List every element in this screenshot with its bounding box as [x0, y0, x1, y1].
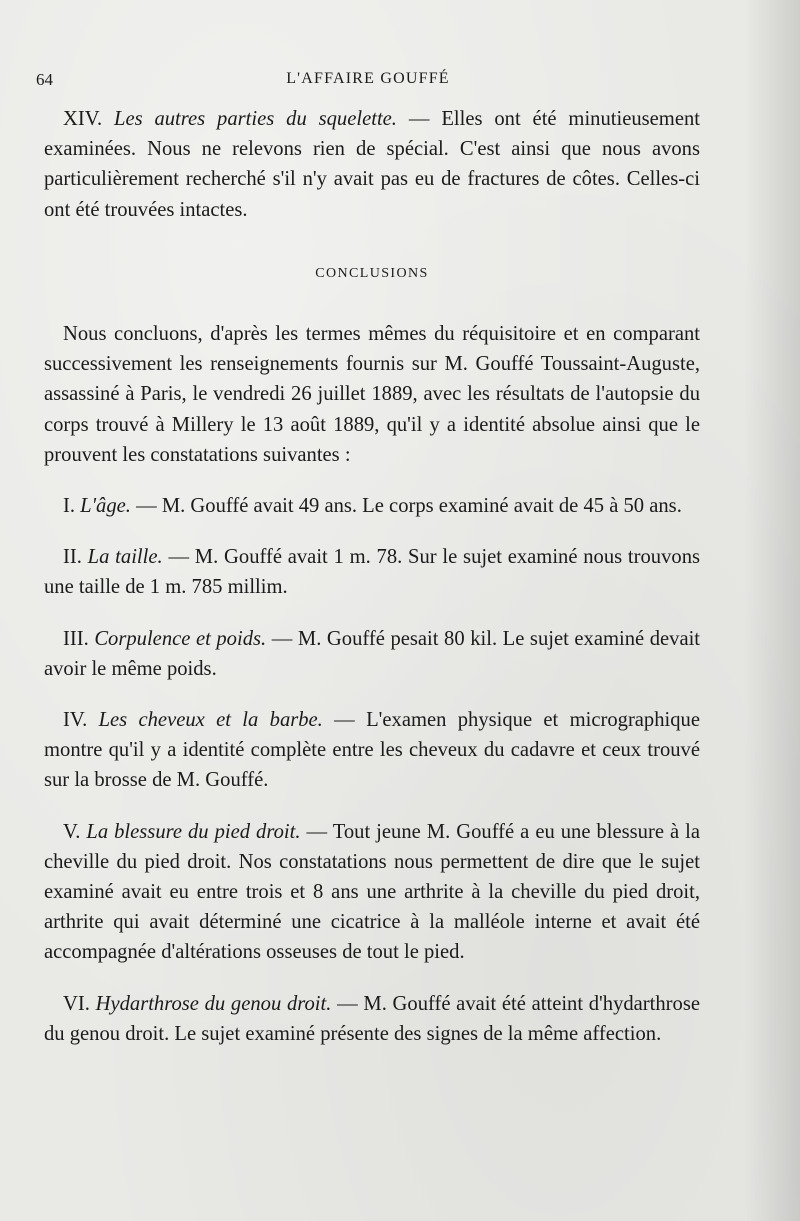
item-text: — M. Gouffé pesait 80 kil. Le sujet examiné devait avoir le même poids.	[44, 627, 701, 680]
conclusion-item-4	[44, 705, 700, 796]
conclusion-item-5	[44, 817, 700, 968]
item-text: — M. Gouffé avait été atteint d'hydarthrose du genou droit. Le sujet examiné présente des signes de la même affection.	[44, 992, 700, 1045]
item-title: Hydarthrose du genou droit.	[95, 992, 332, 1015]
page-header	[36, 70, 700, 94]
conclusions-intro: Nous concluons, d'après les termes mêmes du réquisitoire et en comparant successivement les renseignements fournis sur M. Gouffé Toussaint-Auguste, assassiné à Paris, le vendredi 26 juillet 1889, avec les résultats de l'autopsie du corps trouvé à Millery le 13 août 1889, qu'il y a identité absolue ainsi que le prouvent les constatations suivantes :	[44, 323, 700, 466]
item-title: L'âge.	[80, 495, 131, 518]
conclusions-heading: CONCLUSIONS	[315, 265, 429, 281]
item-number: I.	[63, 495, 76, 518]
item-title: La taille.	[87, 546, 163, 569]
item-number: V.	[63, 820, 81, 843]
page-number: 64	[36, 70, 53, 89]
item-number: II.	[63, 546, 82, 569]
page-body	[44, 104, 700, 1049]
item-number: III.	[63, 627, 89, 650]
item-title: La blessure du pied droit.	[86, 820, 301, 843]
section-number: XIV.	[63, 108, 103, 130]
item-number: VI.	[63, 992, 90, 1015]
section-title: Les autres parties du squelette.	[113, 108, 397, 130]
item-title: Corpulence et poids.	[94, 627, 267, 650]
running-title: L'AFFAIRE GOUFFÉ	[286, 70, 450, 87]
item-text: — L'examen physique et micrographique montre qu'il y a identité complète entre les cheveux du cadavre et ceux trouvé sur la brosse de M. Gouffé.	[44, 709, 700, 792]
conclusion-item-3	[44, 624, 700, 684]
item-text: — M. Gouffé avait 1 m. 78. Sur le sujet examiné nous trouvons une taille de 1 m. 785 millim.	[44, 546, 701, 599]
conclusion-item-6	[44, 989, 700, 1049]
item-text: — M. Gouffé avait 49 ans. Le corps examiné avait de 45 à 50 ans.	[136, 495, 682, 518]
conclusion-item-1	[44, 491, 700, 521]
item-number: IV.	[63, 709, 88, 732]
paragraph-section-xiv	[44, 104, 700, 225]
conclusion-item-2	[44, 542, 700, 602]
item-title: Les cheveux et la barbe.	[98, 709, 323, 732]
section-text: — Elles ont été minutieusement examinées. Nous ne relevons rien de spécial. C'est ainsi que nous avons particulièrement recherché s'il n'y avait pas eu de fractures de côtes. Celles-ci ont été trouvées intactes.	[44, 108, 700, 221]
item-text: — Tout jeune M. Gouffé a eu une blessure à la cheville du pied droit. Nos constatations nous permettent de dire que le sujet examiné avait eu entre trois et 8 ans une arthrite à la cheville du pied droit, arthrite qui avait déterminé une cicatrice à la malléole interne et avait été accompagnée d'altérations osseuses de tout le pied.	[44, 820, 700, 964]
